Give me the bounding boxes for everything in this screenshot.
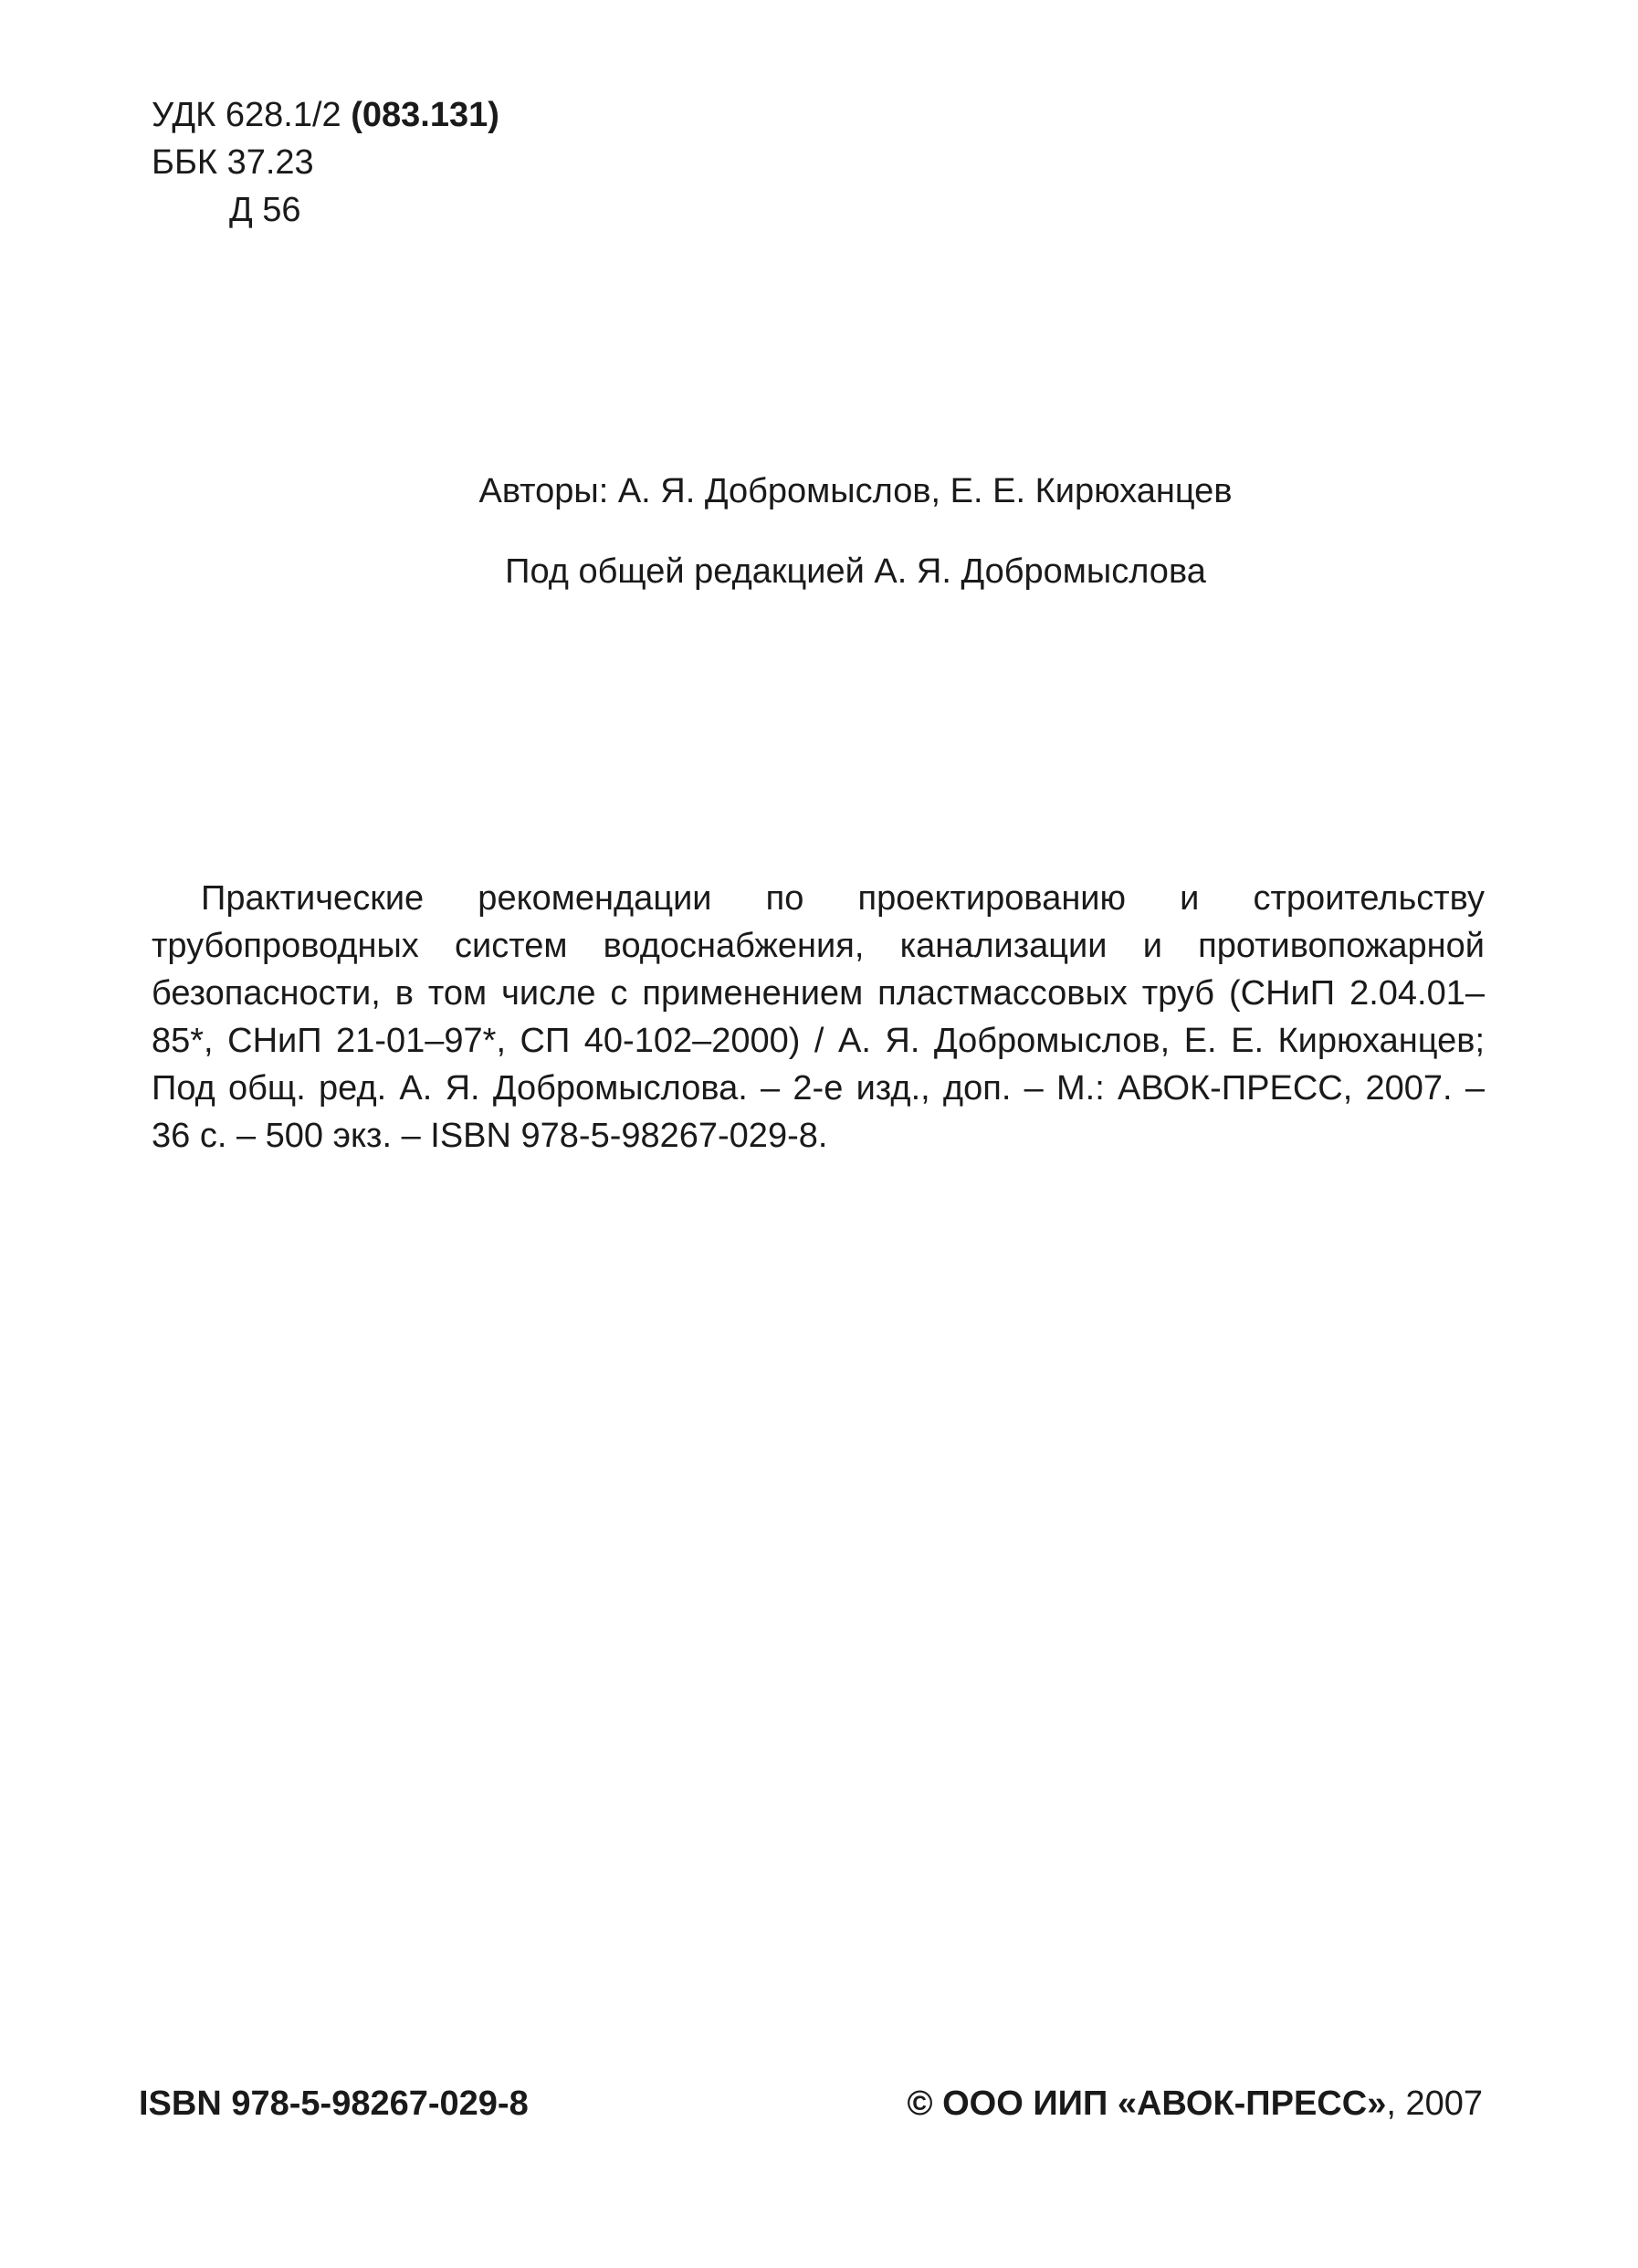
- classification-codes: [152, 91, 499, 234]
- bibliographic-description: Практические рекомендации по проектированию и строительству трубопроводных систем водоснабжения, канализации и противопожарной безопасности, в том числе с применением пластмассовых труб (СНиП 2.04.01–85*, СНиП 21-01–97*, СП 40-102–2000) / А. Я. Добромыслов, Е. Е. Кирюханцев; Под общ. ред. А. Я. Добромыслова. – 2-е изд., доп. – М.: АВОК-ПРЕСС, 2007. – 36 с. – 500 экз. – ISBN 978-5-98267-029-8.: [152, 879, 1485, 1155]
- udk-code-bold: (083.131): [351, 96, 499, 134]
- bbk-code: ББК 37.23: [152, 143, 314, 182]
- footer-copyright: [908, 2080, 1483, 2127]
- copyright-year: , 2007: [1386, 2084, 1483, 2123]
- editor-line: Под общей редакцией А. Я. Добромыслова: [505, 552, 1206, 591]
- copyright-holder: © ООО ИИП «АВОК-ПРЕСС»: [907, 2084, 1387, 2123]
- udk-code-prefix: УДК 628.1/2: [152, 96, 352, 134]
- author-mark: Д 56: [229, 191, 301, 229]
- udk-code: [152, 91, 499, 139]
- authors-line: Авторы: А. Я. Добромыслов, Е. Е. Кирюханцев: [478, 472, 1233, 510]
- footer-isbn: ISBN 978-5-98267-029-8: [139, 2084, 529, 2123]
